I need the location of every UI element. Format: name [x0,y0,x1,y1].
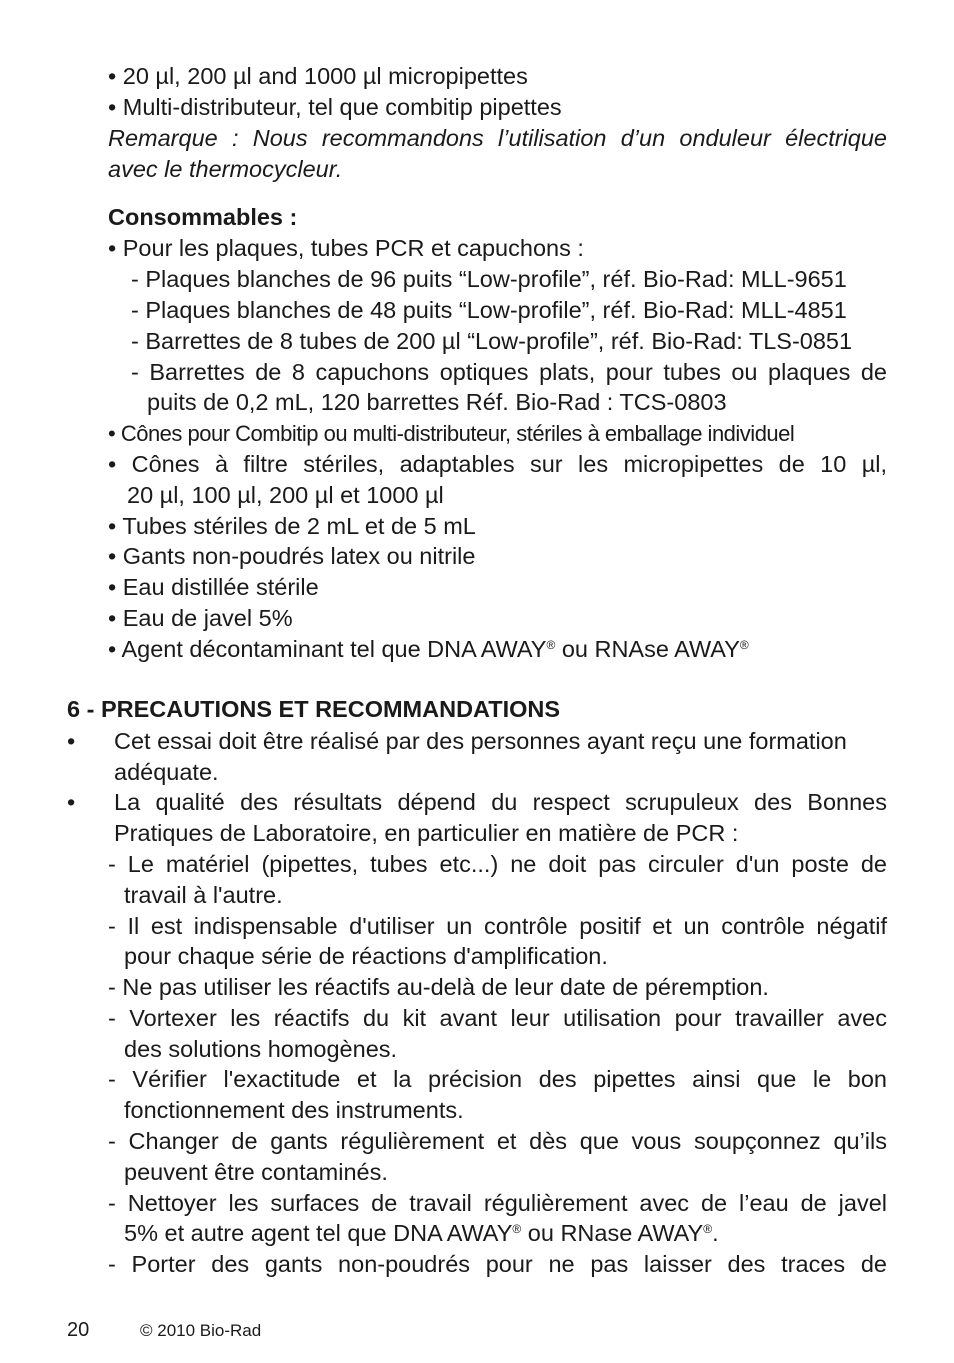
practice-7-text-2: ou RNase AWAY [521,1220,704,1246]
practice-4-line-1: - Vortexer les réactifs du kit avant leur utilisation pour travailler avec [108,1005,887,1031]
bleach-item: • Eau de javel 5% [108,605,293,631]
water-item: • Eau distillée stérile [108,574,319,600]
practice-1-line-1: - Le matériel (pipettes, tubes etc...) ne doit pas circuler d'un poste de [108,851,887,877]
caps-line-1: - Barrettes de 8 capuchons optiques plats, pour tubes ou plaques de [131,359,887,385]
precaution-1-line-1: Cet essai doit être réalisé par des personnes ayant reçu une formation [114,728,847,754]
practice-7-line-2 [124,1218,719,1249]
remark-line-2: avec le thermocycleur. [108,156,343,182]
gloves-item: • Gants non-poudrés latex ou nitrile [108,543,476,569]
registered-mark: ® [512,1222,522,1236]
tube-strips-item: - Barrettes de 8 tubes de 200 µl “Low-profile”, réf. Bio-Rad: TLS-0851 [131,328,853,354]
consumables-heading: Consommables : [108,204,298,230]
bullet-marker: • [67,789,76,815]
bullet-micropipettes: • 20 µl, 200 µl and 1000 µl micropipettes [108,63,528,89]
practice-7-period: . [712,1220,719,1246]
plate-48-item: - Plaques blanches de 48 puits “Low-profile”, réf. Bio-Rad: MLL-4851 [131,297,847,323]
decontaminant-text: • Agent décontaminant tel que DNA AWAY [108,636,547,662]
pcr-intro: • Pour les plaques, tubes PCR et capuchons : [108,235,584,261]
combitip-item: • Cônes pour Combitip ou multi-distributeur, stériles à emballage individuel [108,421,795,446]
copyright: © 2010 Bio-Rad [140,1321,262,1340]
precaution-2-line-2: Pratiques de Laboratoire, en particulier en matière de PCR : [114,820,739,846]
bullet-marker: • [67,728,76,754]
practice-4-line-2: des solutions homogènes. [124,1036,398,1062]
practice-7-line-1: - Nettoyer les surfaces de travail régulièrement avec de l’eau de javel [108,1190,887,1216]
caps-line-2: puits de 0,2 mL, 120 barrettes Réf. Bio-Rad : TCS-0803 [147,389,727,415]
practice-1-line-2: travail à l'autre. [124,882,283,908]
registered-mark: ® [703,1222,713,1236]
precaution-1-line-2: adéquate. [114,759,219,785]
precaution-2-line-1: La qualité des résultats dépend du respect scrupuleux des Bonnes [114,789,887,815]
remark-line-1: Remarque : Nous recommandons l’utilisation d’un onduleur électrique [108,125,887,151]
practice-6-line-2: peuvent être contaminés. [124,1159,388,1185]
practice-5-line-2: fonctionnement des instruments. [124,1097,464,1123]
practice-3: - Ne pas utiliser les réactifs au-delà de leur date de péremption. [108,974,769,1000]
bullet-multi-distributeur: • Multi-distributeur, tel que combitip pipettes [108,94,562,120]
practice-2-line-1: - Il est indispensable d'utiliser un contrôle positif et un contrôle négatif [108,913,887,939]
decontaminant-item [108,634,749,665]
plate-96-item: - Plaques blanches de 96 puits “Low-profile”, réf. Bio-Rad: MLL-9651 [131,266,847,292]
decontaminant-text-2: ou RNAse AWAY [555,636,740,662]
practice-7-text: 5% et autre agent tel que DNA AWAY [124,1220,513,1246]
page-number: 20 [67,1319,90,1341]
registered-mark: ® [739,638,749,652]
section-6-heading: 6 - PRECAUTIONS ET RECOMMANDATIONS [67,696,561,722]
filter-tips-line-2: 20 µl, 100 µl, 200 µl et 1000 µl [127,482,444,508]
tubes-item: • Tubes stériles de 2 mL et de 5 mL [108,513,476,539]
practice-8-line-1: - Porter des gants non-poudrés pour ne pas laisser des traces de [108,1251,887,1277]
filter-tips-line-1: • Cônes à filtre stériles, adaptables sur les micropipettes de 10 µl, [108,451,887,477]
practice-6-line-1: - Changer de gants régulièrement et dès que vous soupçonnez qu’ils [108,1128,887,1154]
registered-mark: ® [546,638,556,652]
practice-5-line-1: - Vérifier l'exactitude et la précision des pipettes ainsi que le bon [108,1066,887,1092]
practice-2-line-2: pour chaque série de réactions d'amplification. [124,943,608,969]
